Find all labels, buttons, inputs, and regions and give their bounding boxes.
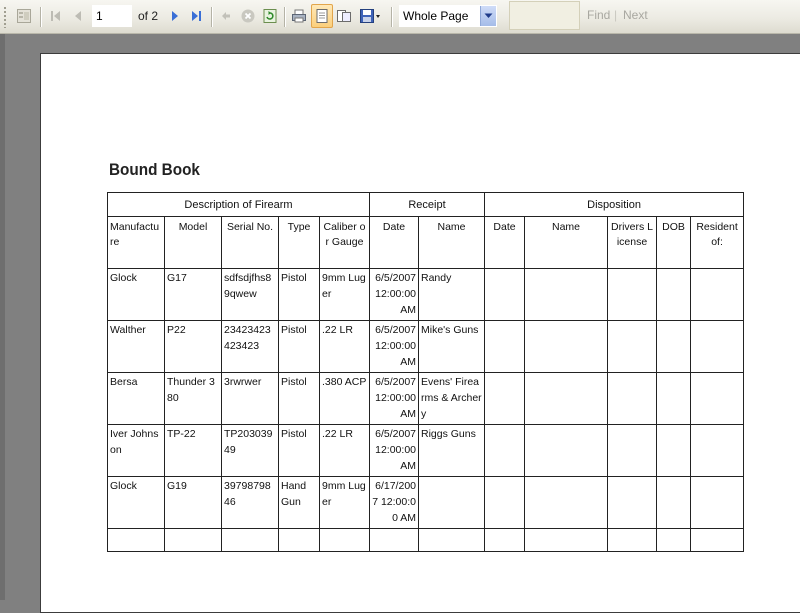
cell-serial: 3rwrwer bbox=[222, 373, 279, 425]
cell-disposition-name bbox=[525, 321, 608, 373]
find-separator: | bbox=[614, 8, 618, 22]
cell-resident-of bbox=[691, 373, 744, 425]
cell-type: Pistol bbox=[279, 373, 320, 425]
viewer-edge bbox=[0, 34, 5, 600]
table-row bbox=[108, 477, 744, 529]
column-header-caliber: Caliber or Gauge bbox=[320, 217, 370, 269]
column-header-resident-of: Resident of: bbox=[691, 217, 744, 269]
last-page-icon bbox=[188, 8, 204, 24]
cell-drivers-license bbox=[608, 321, 657, 373]
toolbar-grip[interactable] bbox=[3, 6, 7, 28]
bound-book-table bbox=[107, 192, 744, 552]
first-page-icon bbox=[48, 8, 64, 24]
refresh-icon bbox=[262, 8, 278, 24]
previous-page-button[interactable] bbox=[67, 4, 89, 28]
column-header-manufacturer: Manufacture bbox=[108, 217, 165, 269]
cell-disposition-date bbox=[485, 321, 525, 373]
cell-receipt-date: 6/5/2007 12:00:00 AM bbox=[370, 321, 419, 373]
cell-receipt-date: 6/5/2007 12:00:00 AM bbox=[370, 425, 419, 477]
cell-drivers-license bbox=[608, 529, 657, 552]
column-header-dob: DOB bbox=[657, 217, 691, 269]
cell-serial bbox=[222, 529, 279, 552]
cell-disposition-name bbox=[525, 373, 608, 425]
toolbar-separator bbox=[211, 7, 213, 27]
back-arrow-icon bbox=[218, 8, 234, 24]
cell-type: Pistol bbox=[279, 321, 320, 373]
cell-model: G19 bbox=[165, 477, 222, 529]
cell-receipt-name: Riggs Guns bbox=[419, 425, 485, 477]
cell-receipt-name bbox=[419, 529, 485, 552]
table-row bbox=[108, 269, 744, 321]
cell-manufacturer: Glock bbox=[108, 477, 165, 529]
cell-disposition-name bbox=[525, 425, 608, 477]
cell-dob bbox=[657, 477, 691, 529]
cell-type: Pistol bbox=[279, 425, 320, 477]
cell-disposition-date bbox=[485, 269, 525, 321]
column-header-receipt-date: Date bbox=[370, 217, 419, 269]
save-disk-icon bbox=[359, 8, 381, 24]
zoom-select[interactable] bbox=[399, 5, 497, 27]
cell-caliber: .22 LR bbox=[320, 321, 370, 373]
table-column-header-row bbox=[108, 217, 744, 269]
cell-disposition-name bbox=[525, 477, 608, 529]
cell-receipt-date: 6/5/2007 12:00:00 AM bbox=[370, 373, 419, 425]
toolbar-separator bbox=[284, 7, 286, 27]
cell-model: TP-22 bbox=[165, 425, 222, 477]
cell-caliber bbox=[320, 529, 370, 552]
cell-dob bbox=[657, 529, 691, 552]
cell-caliber: .380 ACP bbox=[320, 373, 370, 425]
cell-manufacturer: Walther bbox=[108, 321, 165, 373]
description-of-firearm-header: Description of Firearm bbox=[108, 193, 370, 217]
cell-resident-of bbox=[691, 425, 744, 477]
table-row bbox=[108, 425, 744, 477]
page-count-label: of 2 bbox=[138, 9, 159, 23]
first-page-button[interactable] bbox=[45, 4, 67, 28]
cell-receipt-name: Randy bbox=[419, 269, 485, 321]
cell-dob bbox=[657, 373, 691, 425]
cell-drivers-license bbox=[608, 373, 657, 425]
cell-drivers-license bbox=[608, 269, 657, 321]
column-header-type: Type bbox=[279, 217, 320, 269]
next-page-icon bbox=[167, 8, 183, 24]
cell-type: Hand Gun bbox=[279, 477, 320, 529]
export-button[interactable] bbox=[356, 4, 384, 28]
next-page-button[interactable] bbox=[164, 4, 186, 28]
cell-receipt-date bbox=[370, 529, 419, 552]
cell-type: Pistol bbox=[279, 269, 320, 321]
cell-serial: sdfsdjfhs89qwew bbox=[222, 269, 279, 321]
cell-resident-of bbox=[691, 321, 744, 373]
find-next-link[interactable]: Next bbox=[623, 8, 648, 22]
cell-resident-of bbox=[691, 269, 744, 321]
print-layout-button[interactable] bbox=[311, 4, 333, 28]
cell-serial: 23423423423423 bbox=[222, 321, 279, 373]
back-button[interactable] bbox=[215, 4, 237, 28]
cell-dob bbox=[657, 321, 691, 373]
cell-caliber: 9mm Luger bbox=[320, 477, 370, 529]
cell-disposition-name bbox=[525, 529, 608, 552]
cell-dob bbox=[657, 269, 691, 321]
report-title: Bound Book bbox=[109, 160, 200, 179]
cell-caliber: 9mm Luger bbox=[320, 269, 370, 321]
chevron-down-icon[interactable] bbox=[480, 6, 496, 26]
last-page-button[interactable] bbox=[185, 4, 207, 28]
cell-serial: 3979879846 bbox=[222, 477, 279, 529]
cell-manufacturer: Glock bbox=[108, 269, 165, 321]
cell-model: Thunder 380 bbox=[165, 373, 222, 425]
cell-manufacturer: Iver Johnson bbox=[108, 425, 165, 477]
table-row bbox=[108, 529, 744, 552]
table-group-header-row bbox=[108, 193, 744, 217]
printer-icon bbox=[291, 8, 307, 24]
find-text-input[interactable] bbox=[509, 1, 580, 30]
column-header-disposition-name: Name bbox=[525, 217, 608, 269]
column-header-drivers-license: Drivers License bbox=[608, 217, 657, 269]
cell-model bbox=[165, 529, 222, 552]
cell-disposition-name bbox=[525, 269, 608, 321]
cell-receipt-name: Evens' Firearms & Archery bbox=[419, 373, 485, 425]
cell-model: G17 bbox=[165, 269, 222, 321]
cell-receipt-date: 6/5/2007 12:00:00 AM bbox=[370, 269, 419, 321]
previous-page-icon bbox=[70, 8, 86, 24]
stop-icon bbox=[240, 8, 256, 24]
column-header-model: Model bbox=[165, 217, 222, 269]
cell-drivers-license bbox=[608, 425, 657, 477]
zoom-select-value: Whole Page bbox=[403, 9, 469, 23]
cell-drivers-license bbox=[608, 477, 657, 529]
cell-receipt-name: Mike's Guns bbox=[419, 321, 485, 373]
cell-disposition-date bbox=[485, 477, 525, 529]
page-setup-button[interactable] bbox=[333, 4, 355, 28]
stop-button[interactable] bbox=[237, 4, 259, 28]
cell-receipt-date: 6/17/2007 12:00:00 AM bbox=[370, 477, 419, 529]
cell-dob bbox=[657, 425, 691, 477]
page-layout-icon bbox=[314, 8, 330, 24]
cell-type bbox=[279, 529, 320, 552]
cell-disposition-date bbox=[485, 373, 525, 425]
document-map-button[interactable] bbox=[13, 4, 35, 28]
document-map-icon bbox=[16, 8, 32, 24]
receipt-header: Receipt bbox=[370, 193, 485, 217]
cell-manufacturer bbox=[108, 529, 165, 552]
current-page-input[interactable] bbox=[92, 5, 132, 27]
cell-resident-of bbox=[691, 529, 744, 552]
cell-receipt-name bbox=[419, 477, 485, 529]
cell-model: P22 bbox=[165, 321, 222, 373]
cell-manufacturer: Bersa bbox=[108, 373, 165, 425]
page-setup-icon bbox=[336, 8, 352, 24]
disposition-header: Disposition bbox=[485, 193, 744, 217]
cell-disposition-date bbox=[485, 425, 525, 477]
cell-serial: TP20303949 bbox=[222, 425, 279, 477]
toolbar-separator bbox=[40, 7, 42, 27]
column-header-receipt-name: Name bbox=[419, 217, 485, 269]
toolbar-separator bbox=[391, 7, 393, 27]
report-viewer-toolbar bbox=[0, 0, 800, 34]
cell-resident-of bbox=[691, 477, 744, 529]
cell-disposition-date bbox=[485, 529, 525, 552]
refresh-button[interactable] bbox=[259, 4, 281, 28]
find-link[interactable]: Find bbox=[587, 8, 611, 22]
column-header-serial: Serial No. bbox=[222, 217, 279, 269]
print-button[interactable] bbox=[288, 4, 310, 28]
column-header-disposition-date: Date bbox=[485, 217, 525, 269]
table-row bbox=[108, 373, 744, 425]
table-row bbox=[108, 321, 744, 373]
cell-caliber: .22 LR bbox=[320, 425, 370, 477]
